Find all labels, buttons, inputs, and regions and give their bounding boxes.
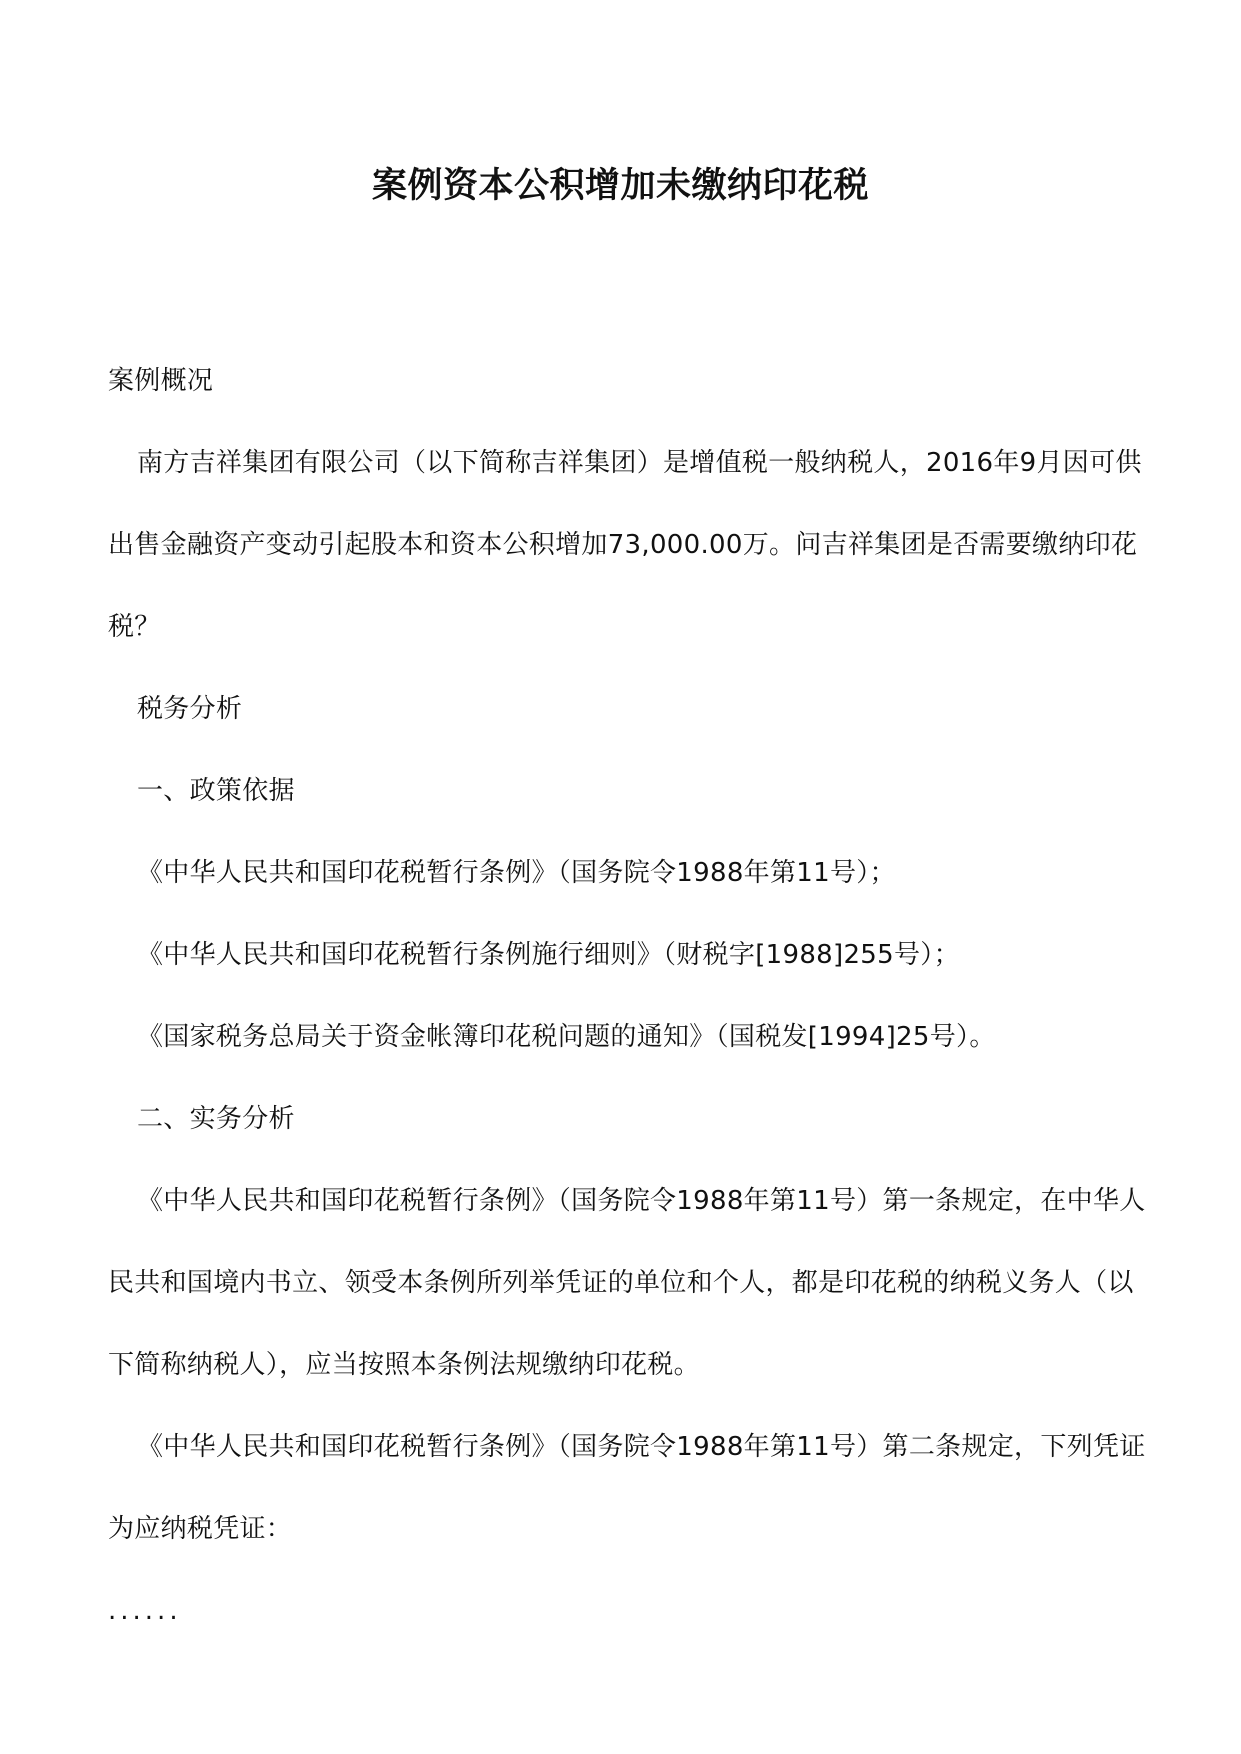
- section-heading-practical-analysis: 二、实务分析: [137, 1104, 295, 1134]
- document-body: [108, 340, 1148, 1652]
- section-heading-policy-basis: 一、政策依据: [137, 776, 295, 806]
- section-heading-case-overview: 案例概况: [108, 366, 214, 396]
- policy-item-1: 《中华人民共和国印花税暂行条例》（国务院令1988年第11号）；: [137, 858, 896, 888]
- policy-item-2: 《中华人民共和国印花税暂行条例施行细则》（财税字[1988]255号）；: [137, 940, 960, 970]
- continuation-ellipsis: ......: [108, 1596, 182, 1626]
- analysis-paragraph-1: 《中华人民共和国印花税暂行条例》（国务院令1988年第11号）第一条规定，在中华人民共和国境内书立、领受本条例所列举凭证的单位和个人，都是印花税的纳税义务人（以下简称纳税人），应当按照本条例法规缴纳印花税。: [108, 1186, 1146, 1380]
- policy-item-3: 《国家税务总局关于资金帐簿印花税问题的通知》（国税发[1994]25号）。: [137, 1022, 996, 1052]
- section-heading-tax-analysis: 税务分析: [137, 694, 243, 724]
- case-description-paragraph: 南方吉祥集团有限公司（以下简称吉祥集团）是增值税一般纳税人，2016年9月因可供出售金融资产变动引起股本和资本公积增加73,000.00万。问吉祥集团是否需要缴纳印花税？: [108, 448, 1142, 642]
- analysis-paragraph-2: 《中华人民共和国印花税暂行条例》（国务院令1988年第11号）第二条规定，下列凭证为应纳税凭证：: [108, 1432, 1146, 1544]
- document-title: 案例资本公积增加未缴纳印花税: [371, 165, 869, 206]
